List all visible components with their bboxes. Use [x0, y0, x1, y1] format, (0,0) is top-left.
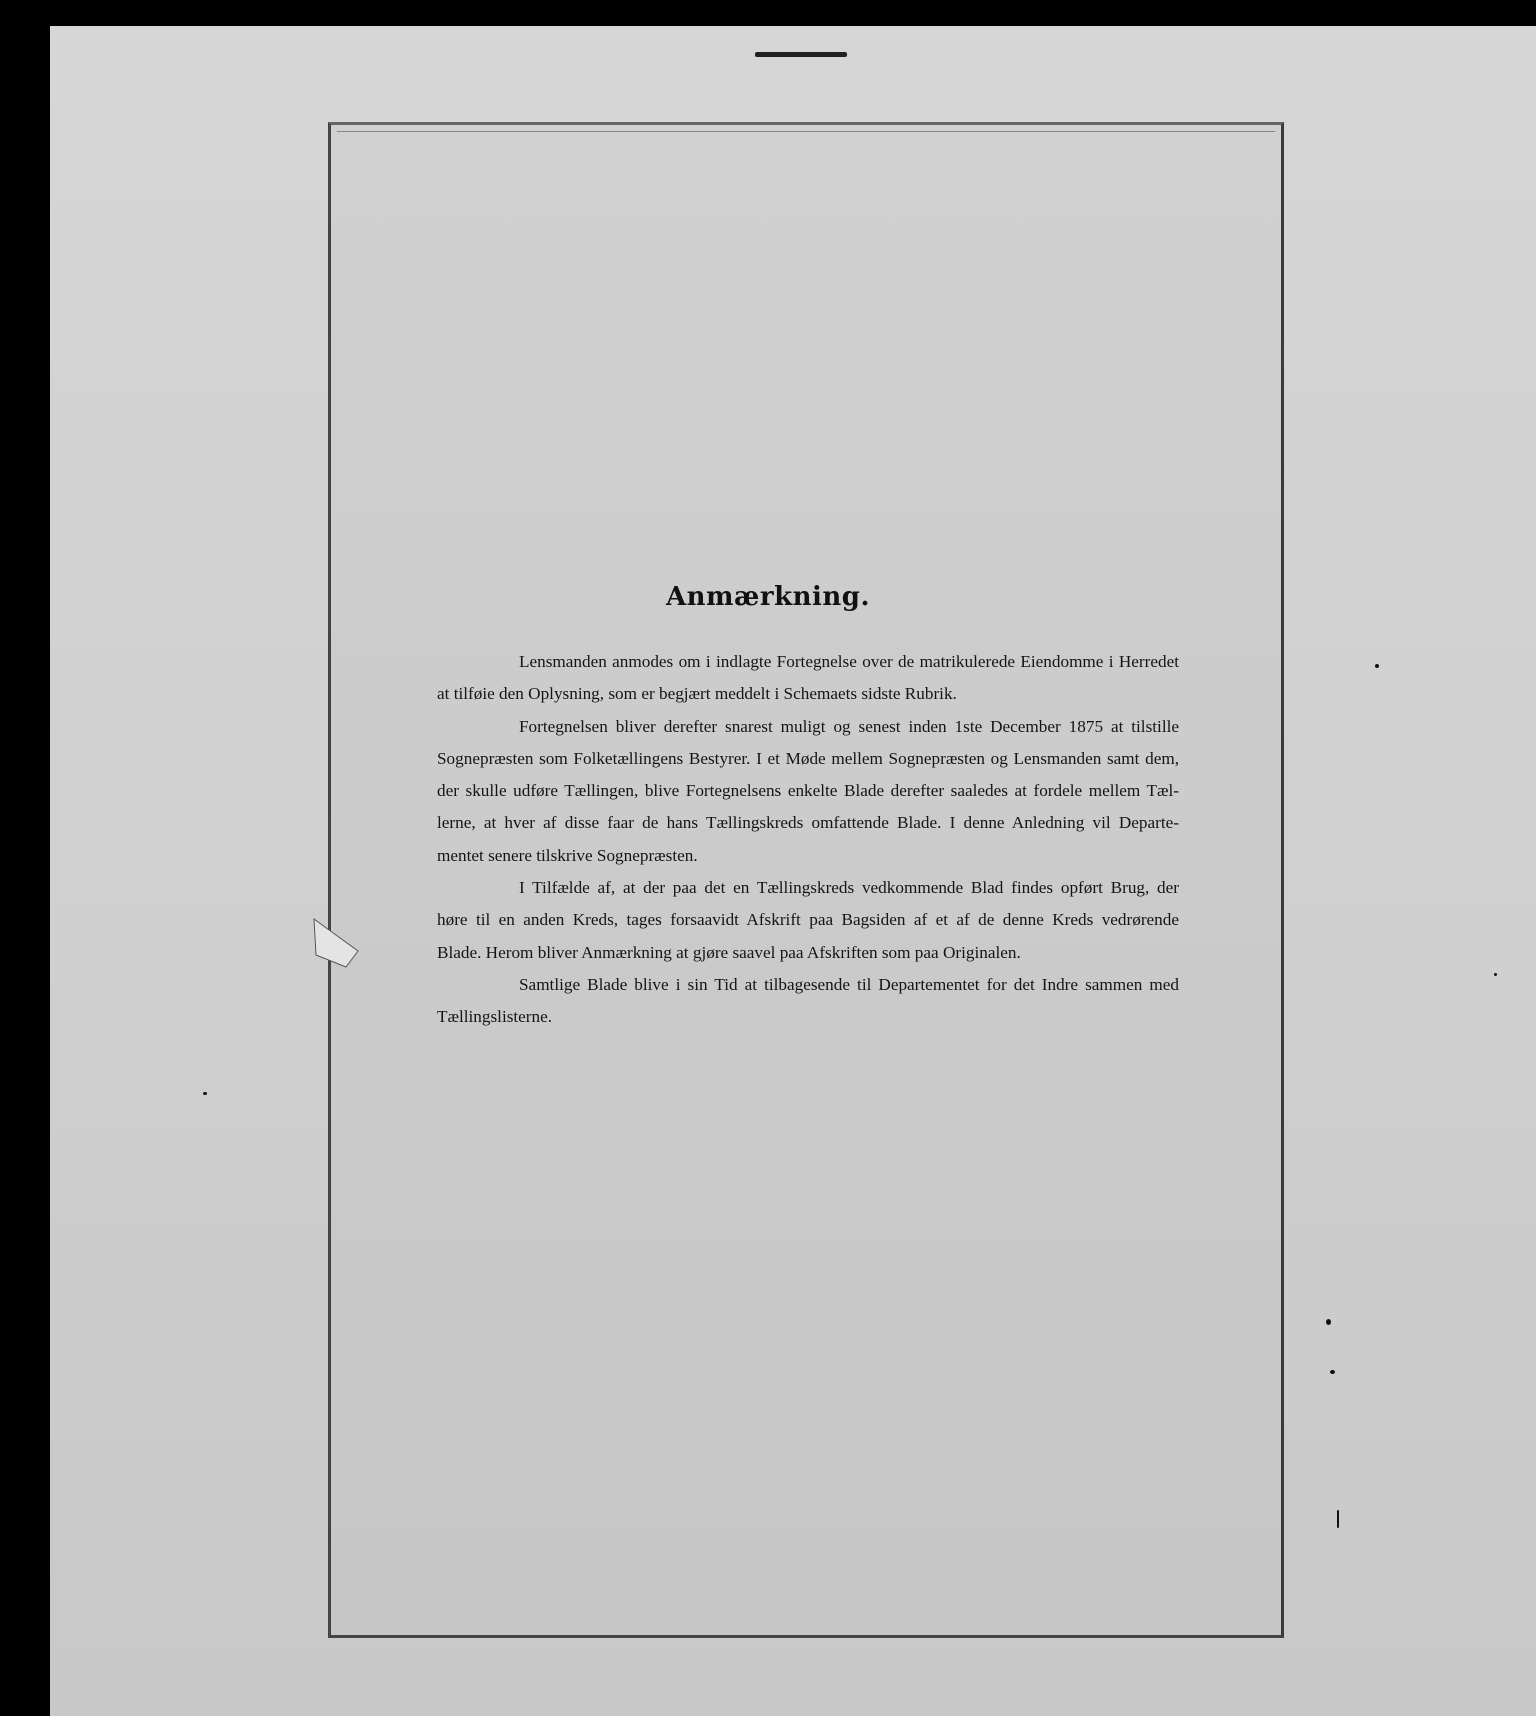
text-line: Lensmanden anmodes om i indlagte Fortegnelse over de matrikulerede Eiendomme i Herredet: [519, 652, 1179, 671]
text-line: Fortegnelsen bliver derefter snarest muligt og senest inden 1ste December 1875 at tilstille: [519, 716, 1179, 736]
ink-speck: [203, 1092, 207, 1095]
text-line: Tællingslisterne.: [437, 1007, 553, 1027]
text-line: mentet senere tilskrive Sognepræsten.: [437, 845, 698, 865]
document-title: Anmærkning.: [665, 582, 871, 612]
top-ink-mark: [755, 52, 847, 57]
document-body: [437, 646, 1179, 1034]
ink-speck: [1337, 1510, 1339, 1528]
text-line: Samtlige Blade blive i sin Tid at tilbagesende til Departementet for det Indre sammen med: [519, 974, 1179, 994]
text-line: Sognepræsten som Folketællingens Bestyrer. I et Møde mellem Sognepræsten og Lensmanden samt dem,: [437, 748, 1179, 768]
text-line: høre til en anden Kreds, tages forsaavidt Afskrift paa Bagsiden af et af de denne Kreds vedrørende: [437, 910, 1179, 930]
text-line: der skulle udføre Tællingen, blive Fortegnelsens enkelte Blade derefter saaledes at fordele mellem Tæl-: [437, 781, 1179, 801]
text-line: Blade. Herom bliver Anmærkning at gjøre saavel paa Afskriften som paa Originalen.: [437, 942, 1021, 962]
ink-speck: [1330, 1370, 1335, 1374]
ink-speck: [1375, 664, 1379, 668]
text-line: lerne, at hver af disse faar de hans Tællingskreds omfattende Blade. I denne Anledning vil Departe-: [437, 813, 1179, 833]
ink-speck: [1494, 973, 1497, 976]
page-edge-line: [337, 131, 1275, 132]
text-line: I Tilfælde af, at der paa det en Tællingskreds vedkommende Blad findes opført Brug, der: [519, 878, 1179, 898]
text-line: at tilføie den Oplysning, som er begjært meddelt i Schemaets sidste Rubrik.: [437, 684, 957, 704]
ink-speck: [1326, 1319, 1331, 1325]
fold-mark: [312, 915, 360, 971]
